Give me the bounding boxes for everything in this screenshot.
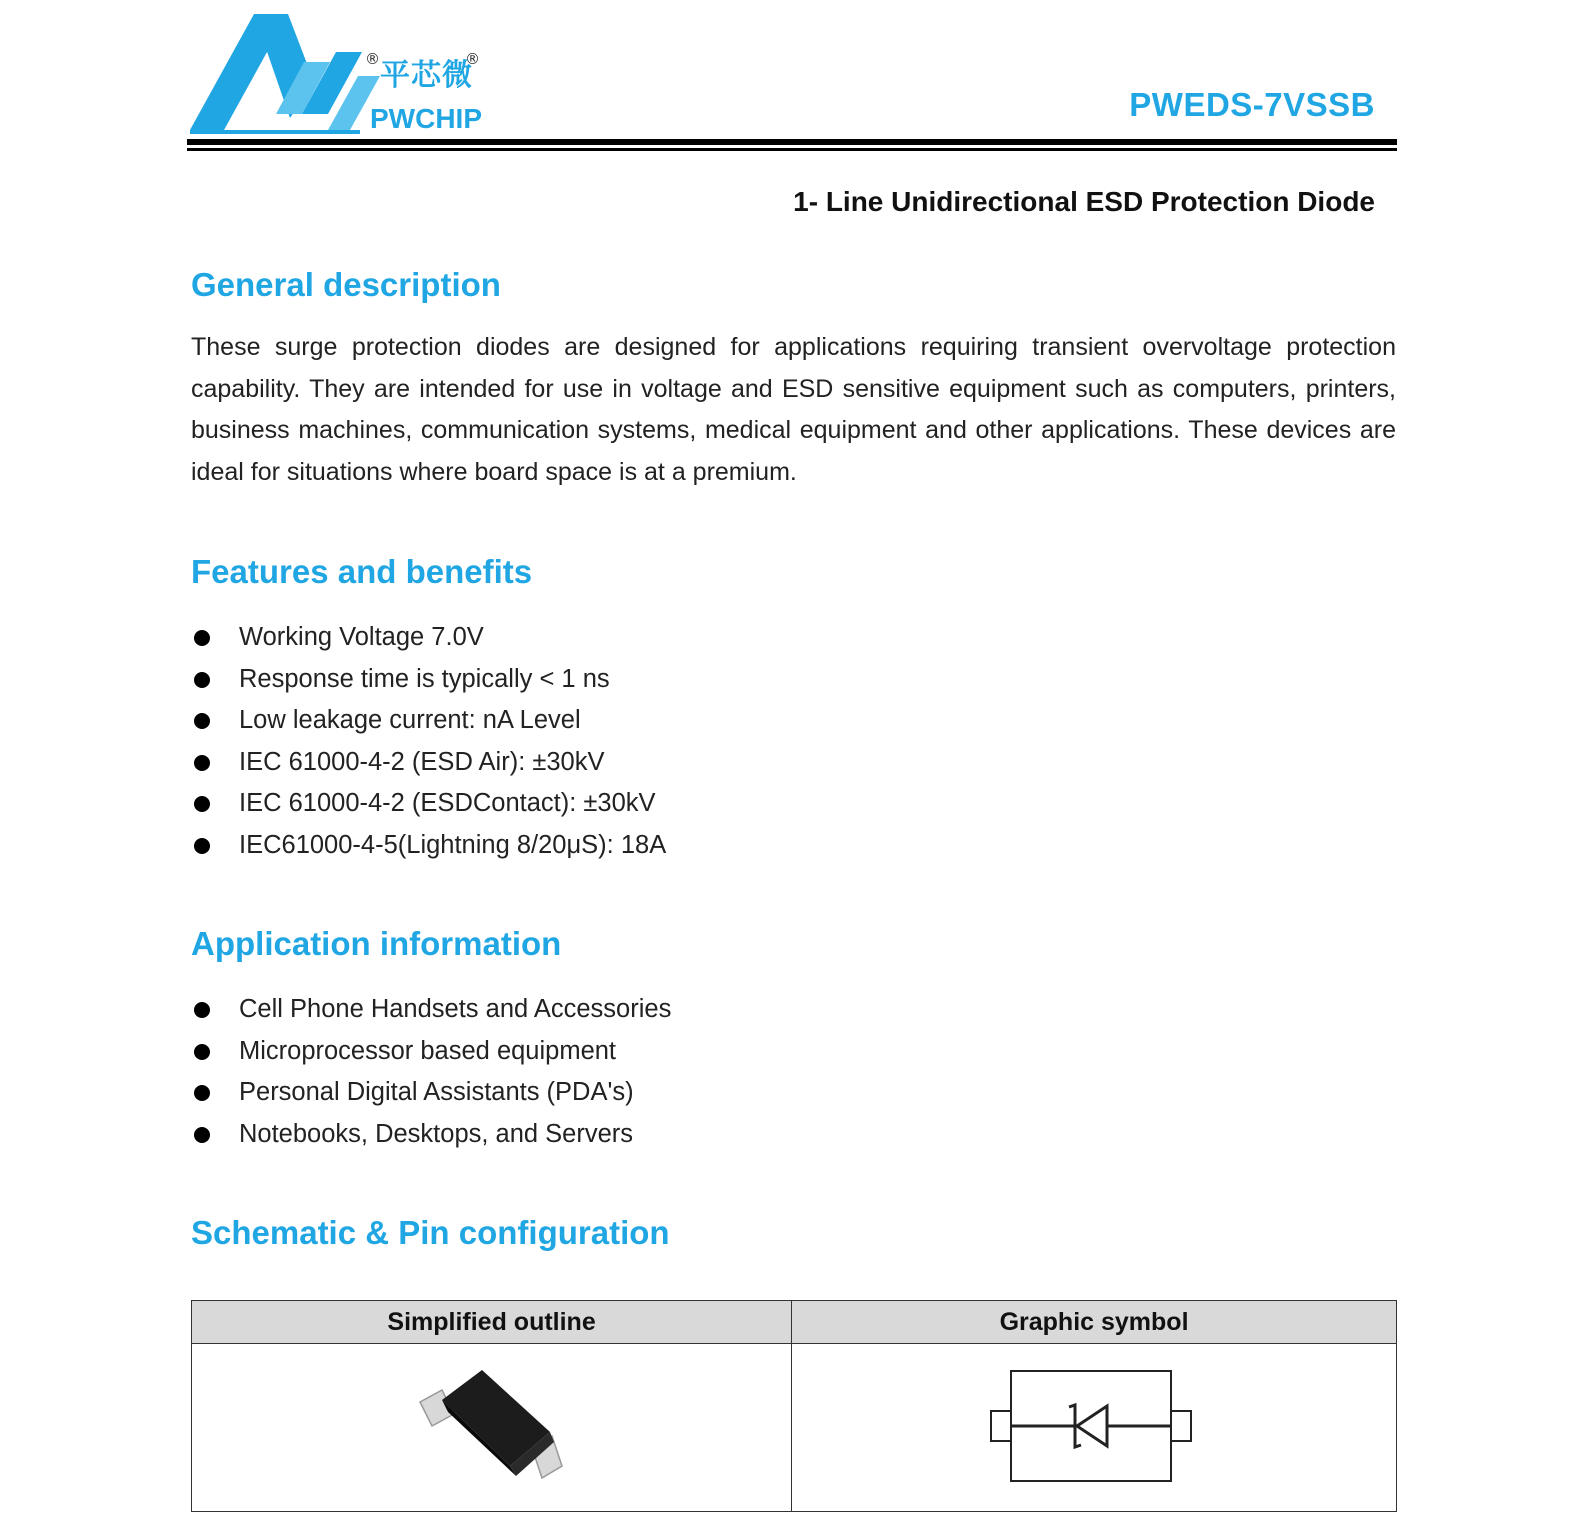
list-item: IEC 61000-4-2 (ESD Air): ±30kV	[191, 742, 666, 784]
bullet-icon	[194, 1085, 210, 1101]
list-item: Notebooks, Desktops, and Servers	[191, 1114, 671, 1156]
application-list	[191, 989, 671, 1155]
document-subtitle: 1- Line Unidirectional ESD Protection Diode	[793, 186, 1375, 217]
page-header	[0, 0, 1587, 160]
logo-chinese-name: 平芯微	[380, 58, 473, 93]
table-header-symbol: Graphic symbol	[792, 1301, 1397, 1344]
header-rule-thick	[187, 139, 1397, 145]
bullet-icon	[194, 1044, 210, 1060]
bullet-icon	[194, 672, 210, 688]
section-title-features: Features and benefits	[191, 553, 533, 590]
list-item: Response time is typically < 1 ns	[191, 659, 666, 701]
bullet-icon	[194, 755, 210, 771]
registered-mark: ®	[465, 50, 480, 68]
table-cell-symbol	[792, 1344, 1397, 1512]
list-item: Microprocessor based equipment	[191, 1031, 671, 1073]
table-cell-outline	[192, 1344, 792, 1512]
bullet-icon	[194, 1127, 210, 1143]
registered-mark: ®	[365, 50, 380, 68]
list-item: IEC61000-4-5(Lightning 8/20μS): 18A	[191, 825, 666, 867]
list-item: Working Voltage 7.0V	[191, 617, 666, 659]
pin-configuration-table	[191, 1300, 1397, 1512]
list-item: Low leakage current: nA Level	[191, 700, 666, 742]
table-header-outline: Simplified outline	[192, 1301, 792, 1344]
sod523-package-icon	[402, 1360, 582, 1490]
zener-diode-symbol-icon	[989, 1365, 1199, 1485]
part-number: PWEDS-7VSSB	[1129, 86, 1375, 123]
bullet-icon	[194, 796, 210, 812]
list-item: Personal Digital Assistants (PDA's)	[191, 1072, 671, 1114]
bullet-icon	[194, 838, 210, 854]
section-title-schematic: Schematic & Pin configuration	[191, 1214, 670, 1251]
bullet-icon	[194, 630, 210, 646]
bullet-icon	[194, 713, 210, 729]
header-rule-thin	[187, 148, 1397, 151]
list-item: IEC 61000-4-2 (ESDContact): ±30kV	[191, 783, 666, 825]
section-title-application: Application information	[191, 925, 562, 962]
logo-english-name: PWCHIP	[370, 103, 482, 134]
bullet-icon	[194, 1002, 210, 1018]
section-title-general: General description	[191, 266, 501, 303]
general-description-text: These surge protection diodes are designed for applications requiring transient overvoltage protection capability. They are intended for use in voltage and ESD sensitive equipment such as computers, printers, business machines, communication systems, medical equipment and other applications. These devices are ideal for situations where board space is at a premium.	[191, 333, 1396, 486]
features-list	[191, 617, 666, 866]
table-row	[192, 1344, 1397, 1512]
list-item: Cell Phone Handsets and Accessories	[191, 989, 671, 1031]
